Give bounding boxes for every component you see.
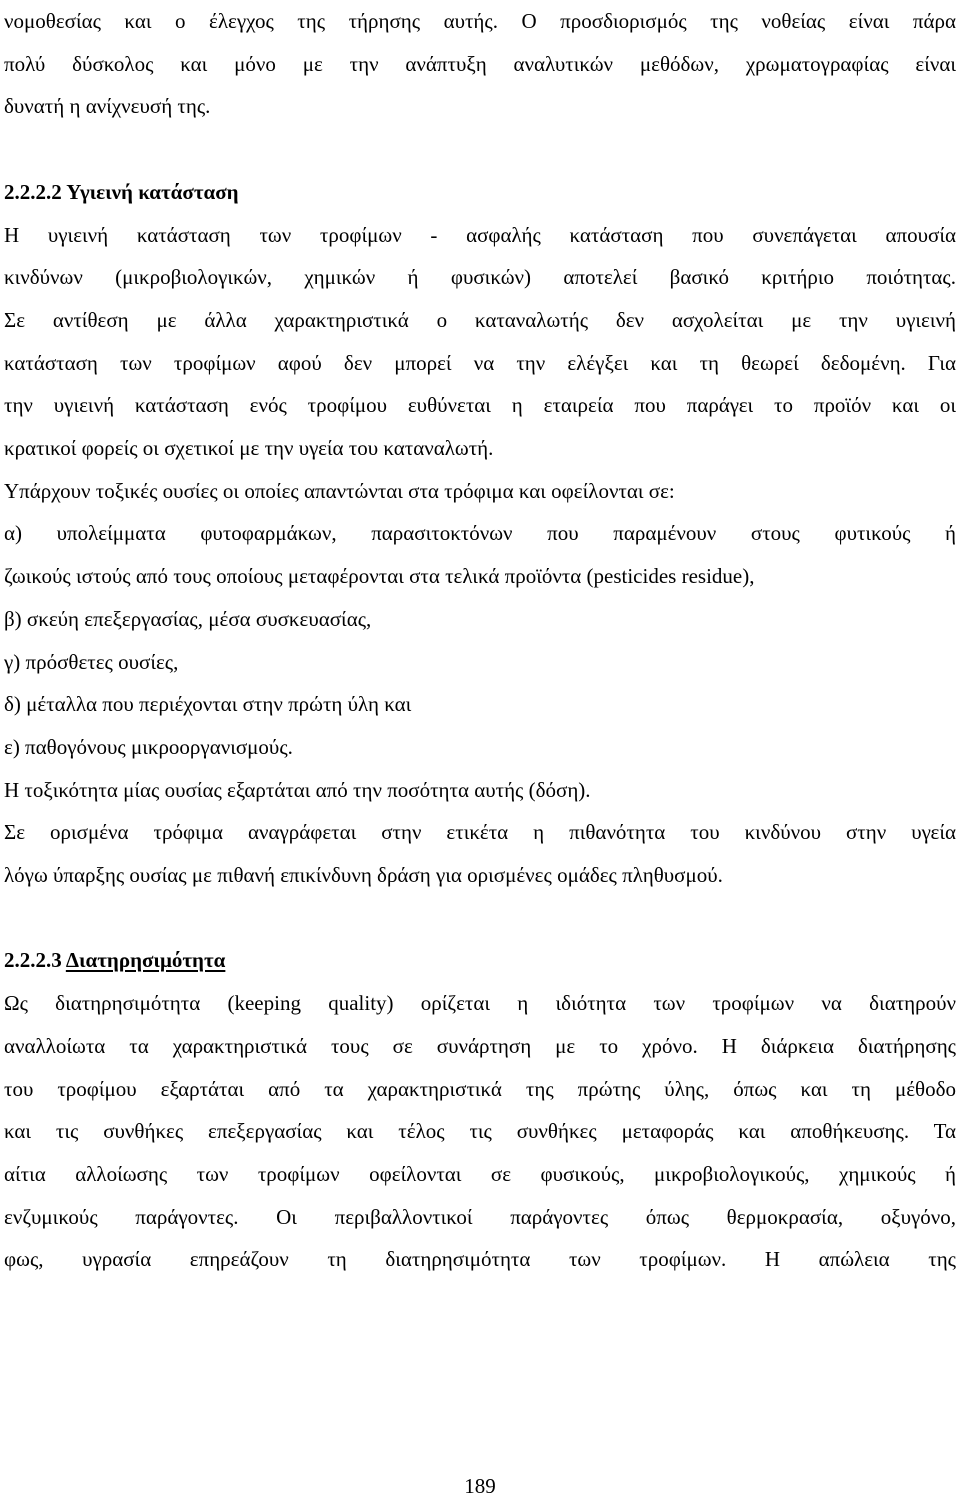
text-line: την υγιεινή κατάσταση ενός τροφίμου ευθύνεται η εταιρεία που παράγει το προϊόν και οι — [4, 393, 956, 418]
text-line: νομοθεσίας και ο έλεγχος της τήρησης αυτής. Ο προσδιορισμός της νοθείας είναι πάρα — [4, 9, 956, 33]
text-line: και τις συνθήκες επεξεργασίας και τέλος τις συνθήκες μεταφοράς και αποθήκευσης. Τα — [4, 1119, 956, 1144]
text-line: κατάσταση των τροφίμων αφού δεν μπορεί να την ελέγξει και τη θεωρεί δεδομένη. Για — [4, 350, 956, 375]
text-line: Ως διατηρησιμότητα (keeping quality) ορίζεται η ιδιότητα των τροφίμων να διατηρούν — [4, 991, 956, 1016]
section-heading-keeping-quality — [4, 939, 956, 982]
list-item: ε) παθογόνους μικροοργανισμούς. — [4, 734, 293, 759]
text-line: ζωικούς ιστούς από τους οποίους μεταφέρονται στα τελικά προϊόντα (pesticides residue), — [4, 564, 755, 589]
hygiene-paragraph-4 — [4, 811, 956, 896]
toxic-substances-list — [4, 512, 956, 768]
text-line: αναλλοίωτα τα χαρακτηριστικά τους σε συνάρτηση με το χρόνο. Η διάρκεια διατήρησης — [4, 1033, 956, 1058]
text-line: λόγω ύπαρξης ουσίας με πιθανή επικίνδυνη δράση για ορισμένες ομάδες πληθυσμού. — [4, 863, 723, 888]
section-title: Διατηρησιμότητα — [65, 948, 226, 973]
list-item: γ) πρόσθετες ουσίες, — [4, 649, 179, 674]
text-line: κρατικοί φορείς οι σχετικοί με την υγεία του καταναλωτή. — [4, 436, 494, 461]
hygiene-paragraph-1 — [4, 214, 956, 470]
text-line: ενζυμικούς παράγοντες. Οι περιβαλλοντικοί παράγοντες όπως θερμοκρασία, οξυγόνο, — [4, 1204, 956, 1229]
section-heading-hygiene: 2.2.2.2 Υγιεινή κατάσταση — [4, 179, 239, 204]
text-line: Σε ορισμένα τρόφιμα αναγράφεται στην ετικέτα η πιθανότητα του κινδύνου στην υγεία — [4, 820, 956, 845]
list-item: δ) μέταλλα που περιέχονται στην πρώτη ύλη και — [4, 692, 412, 717]
page-number: 189 — [464, 1474, 496, 1498]
text-line: του τροφίμου εξαρτάται από τα χαρακτηριστικά της πρώτης ύλης, όπως και τη μέθοδο — [4, 1076, 956, 1101]
intro-paragraph — [4, 0, 956, 128]
section-number: 2.2.2.3 — [4, 948, 62, 973]
text-line: πολύ δύσκολος και μόνο με την ανάπτυξη αναλυτικών μεθόδων, χρωματογραφίας είναι — [4, 51, 956, 76]
hygiene-paragraph-2 — [4, 470, 956, 513]
text-line: Σε αντίθεση με άλλα χαρακτηριστικά ο καταναλωτής δεν ασχολείται με την υγιεινή — [4, 307, 956, 332]
text-line: φως, υγρασία επηρεάζουν τη διατηρησιμότητα των τροφίμων. Η απώλεια της — [4, 1247, 956, 1272]
hygiene-paragraph-3: Η τοξικότητα μίας ουσίας εξαρτάται από την ποσότητα αυτής (δόση). — [4, 777, 591, 802]
text-line: κινδύνων (μικροβιολογικών, χημικών ή φυσικών) αποτελεί βασικό κριτήριο ποιότητας. — [4, 265, 956, 290]
list-item: β) σκεύη επεξεργασίας, μέσα συσκευασίας, — [4, 606, 372, 631]
spacer — [4, 897, 956, 940]
list-item — [4, 512, 956, 597]
text-line: Υπάρχουν τοξικές ουσίες οι οποίες απαντώνται στα τρόφιμα και οφείλονται σε: — [4, 478, 675, 503]
keeping-quality-paragraph — [4, 982, 956, 1281]
text-line: δυνατή η ανίχνευσή της. — [4, 94, 211, 119]
document-page — [4, 0, 956, 1281]
text-line: Η υγιεινή κατάσταση των τροφίμων - ασφαλής κατάσταση που συνεπάγεται απουσία — [4, 222, 956, 247]
spacer — [4, 128, 956, 171]
text-line: α) υπολείμματα φυτοφαρμάκων, παρασιτοκτόνων που παραμένουν στους φυτικούς ή — [4, 521, 956, 546]
text-line: αίτια αλλοίωσης των τροφίμων οφείλονται σε φυσικούς, μικροβιολογικούς, χημικούς ή — [4, 1161, 956, 1186]
